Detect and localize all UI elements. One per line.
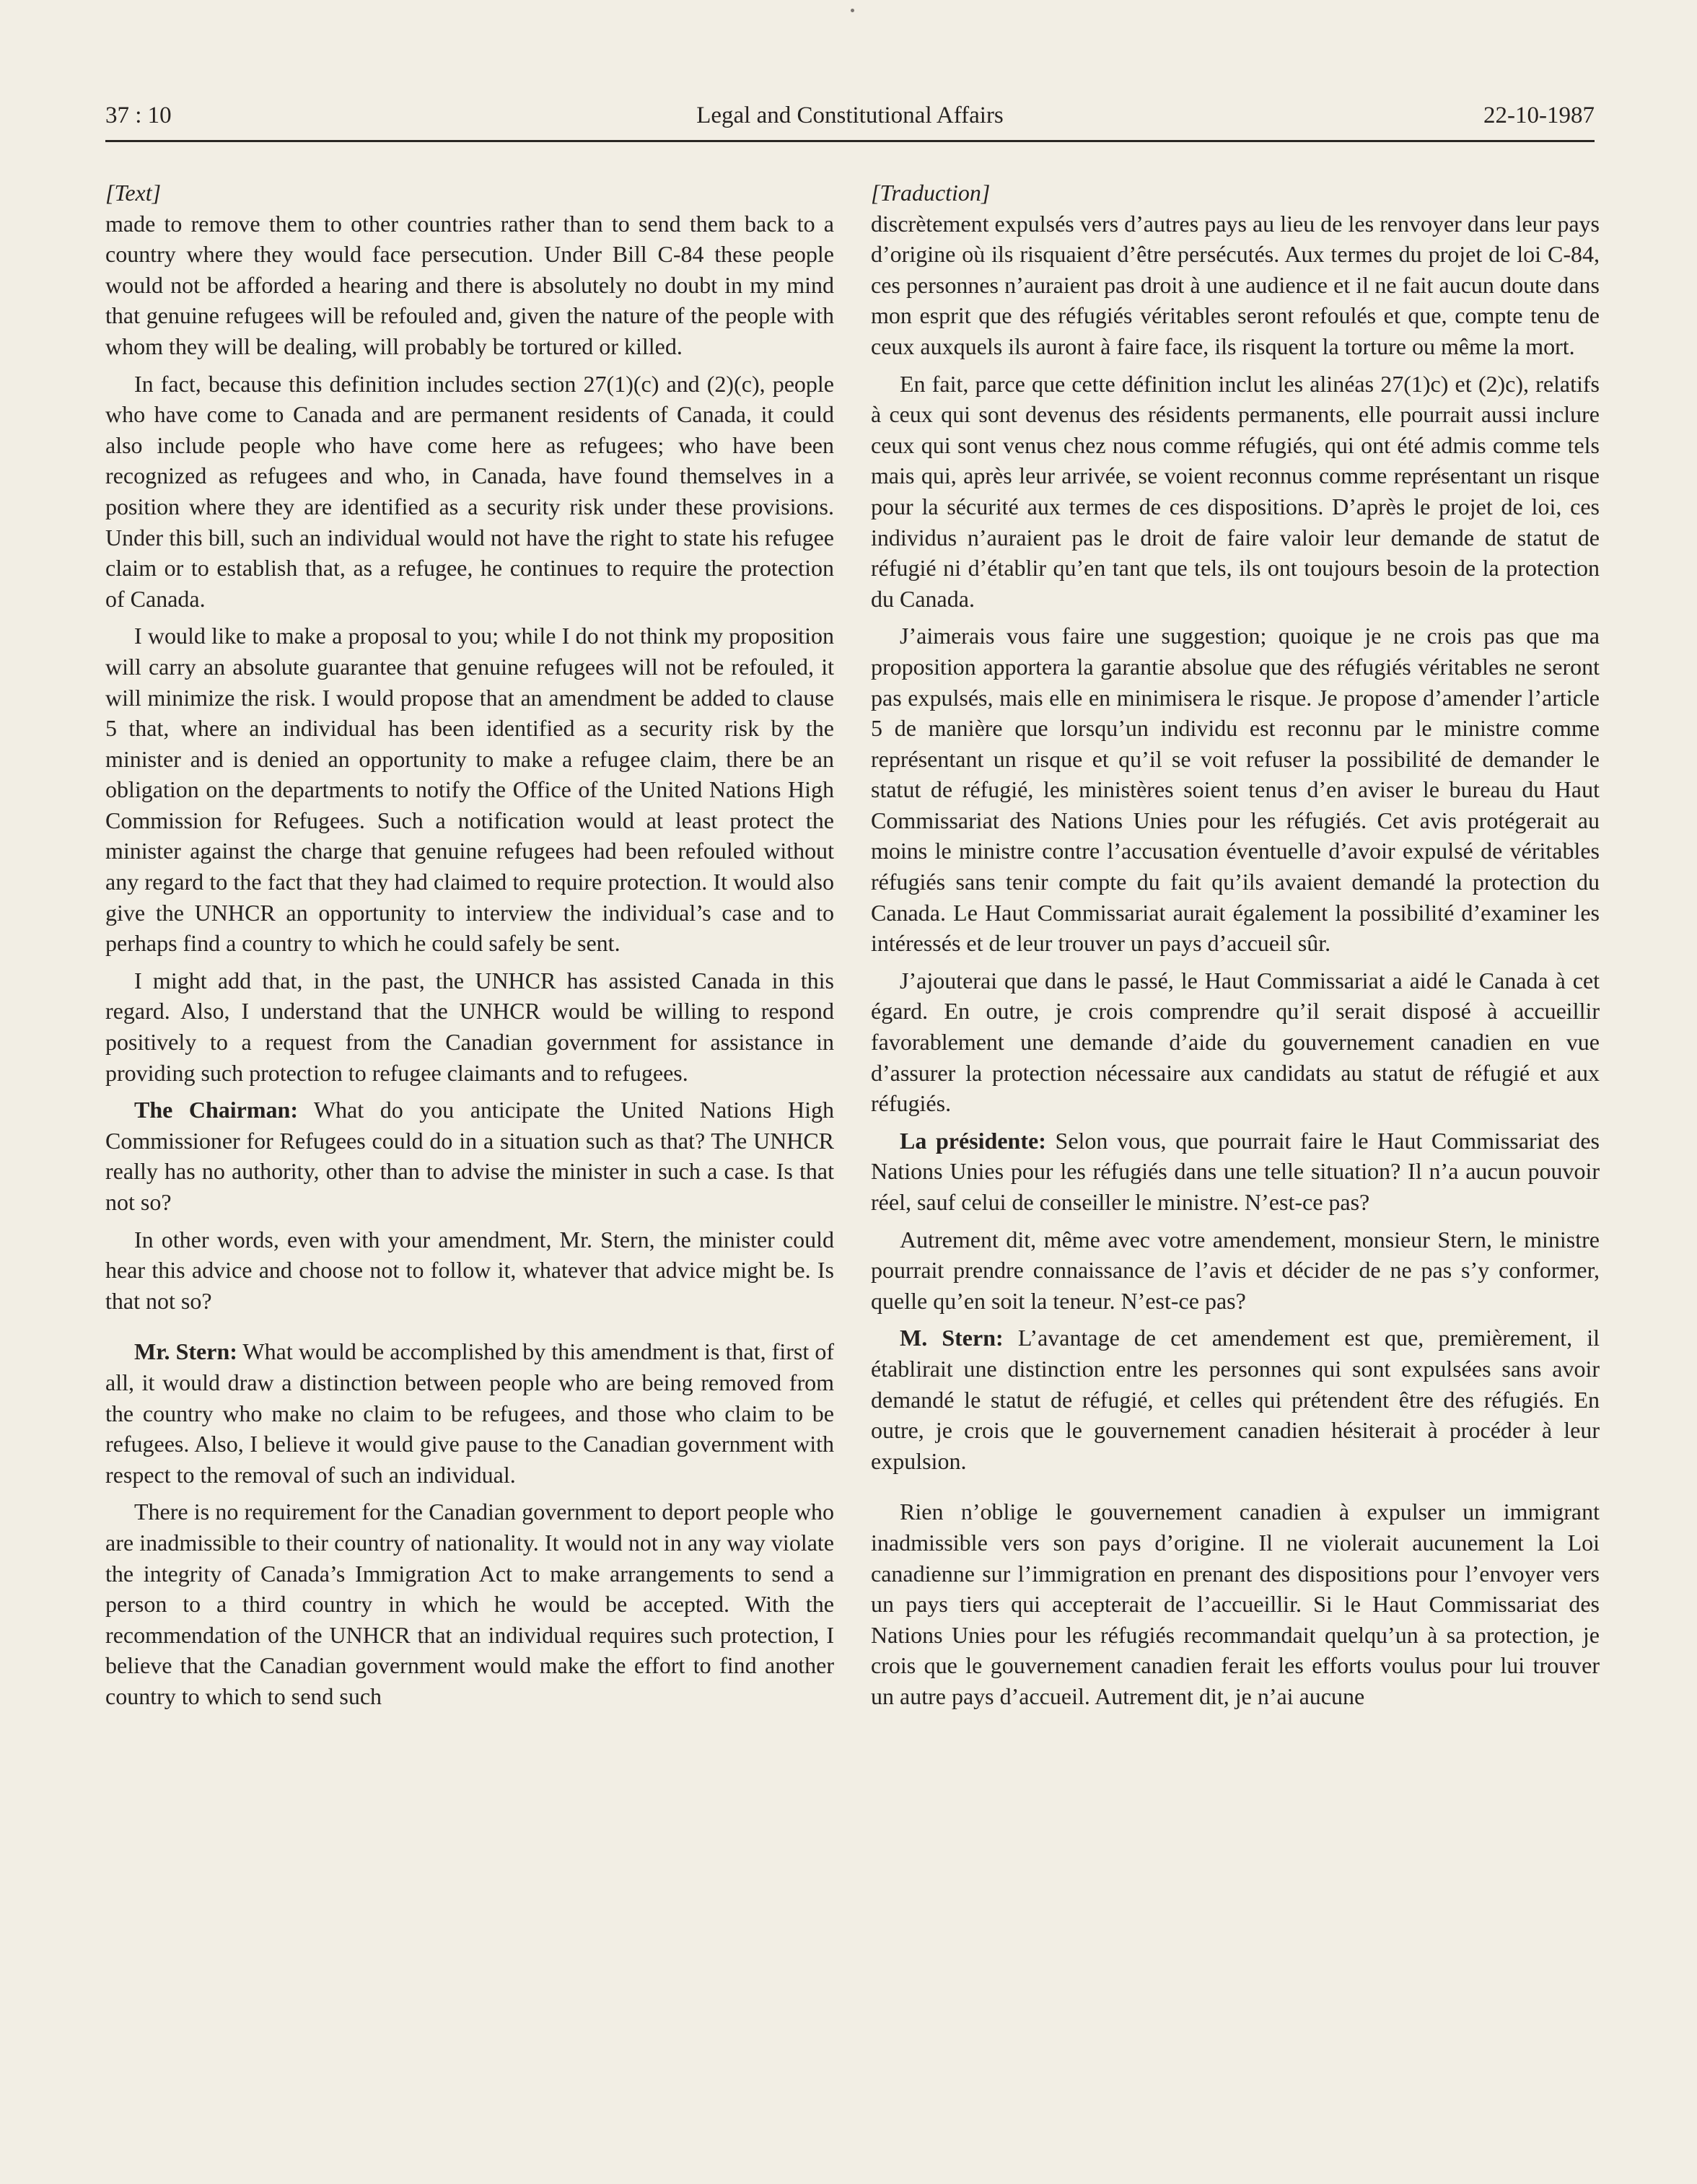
speech-text: Selon vous, que pourrait faire le Haut Commissariat des Nations Unies pour les réfugiés dans une telle situation? Il n’a aucun pouvoir réel, sauf celui de conseiller le ministre. N’est-ce pas? bbox=[871, 1127, 1600, 1215]
speaker-name: The Chairman: bbox=[134, 1097, 298, 1123]
header-date: 22-10-1987 bbox=[1483, 102, 1595, 128]
speech-text: What would be accomplished by this amendment is that, first of all, it would draw a distinction between people who are being removed from the country who make no claim to be refugees, and those who claim to be refugees. Also, I believe it would give pause to the Canadian government with respect to the removal of such an individual. bbox=[105, 1338, 834, 1488]
speaker-paragraph bbox=[871, 1323, 1600, 1476]
page-number: 37 : 10 bbox=[105, 102, 172, 128]
paragraph: Rien n’oblige le gouvernement canadien à expulser un immigrant inadmissible vers son pays d’origine. Il ne violerait aucunement la Loi canadienne sur l’immigration en prenant des dispositions pour l’envoyer vers un pays tiers qui accepterait de l’accueillir. Si le Haut Commissariat des Nations Unies pour les réfugiés recommandait quelqu’un à sa protection, je crois que le gouvernement canadien ferait les efforts voulus pour lui trouver un autre pays d’accueil. Autrement dit, je n’ai aucune bbox=[871, 1499, 1600, 1709]
paragraph: J’aimerais vous faire une suggestion; quoique je ne crois pas que ma proposition apportera la garantie absolue que des réfugiés véritables ne seront pas expulsés, mais elle en minimisera le risque. Je propose d’amender l’article 5 de manière que lorsqu’un individu est reconnu par le ministre comme représentant un risque et qu’il se voit refuser la possibilité de demander le statut de réfugié, les ministères soient tenus d’en aviser le bureau du Haut Commissariat des Nations Unies pour les réfugiés. Cet avis protégerait au moins le ministre contre l’accusation éventuelle d’avoir expulsé de véritables réfugiés sans tenir compte du fait qu’ils avaient demandé la protection du Canada. Le Haut Commissariat aurait également la possibilité d’examiner les intéressés et de leur trouver un pays d’accueil sûr. bbox=[871, 623, 1600, 957]
paragraph: J’ajouterai que dans le passé, le Haut Commissariat a aidé le Canada à cet égard. En outre, je crois comprendre qu’il serait disposé à accueillir favorablement une demande d’aide du gouvernement canadien en vue d’assurer la protection nécessaire aux candidats au statut de réfugié et aux réfugiés. bbox=[871, 967, 1600, 1117]
column-label-text: [Text] bbox=[105, 180, 162, 206]
paragraph: In fact, because this definition includes section 27(1)(c) and (2)(c), people who have come to Canada and are permanent residents of Canada, it could also include people who have come here as refugees; who have been recognized as refugees and who, in Canada, have found themselves in a position where they are identified as a security risk under these provisions. Under this bill, such an individual would not have the right to state his refugee claim or to establish that, as a refugee, he continues to require the protection of Canada. bbox=[105, 370, 834, 612]
scan-speck bbox=[851, 9, 854, 12]
paragraph: I would like to make a proposal to you; while I do not think my proposition will carry an absolute guarantee that genuine refugees will not be refouled, it will minimize the risk. I would propose that an amendment be added to clause 5 that, where an individual has been identified as a security risk by the minister and is denied an opportunity to make a refugee claim, there be an obligation on the departments to notify the Office of the United Nations High Commission for Refugees. Such a notification would at least protect the minister against the charge that genuine refugees had been refouled without any regard to the fact that they had claimed to require protection. It would also give the UNHCR an opportunity to interview the individual’s case and to perhaps find a country to which he could safely be sent. bbox=[105, 623, 834, 957]
paragraph: I might add that, in the past, the UNHCR has assisted Canada in this regard. Also, I understand that the UNHCR would be willing to respond positively to a request from the Canadian government for assistance in providing such protection to refugee claimants and to refugees. bbox=[105, 967, 834, 1086]
paragraph: There is no requirement for the Canadian government to deport people who are inadmissible to their country of nationality. It would not in any way violate the integrity of Canada’s Immigration Act to make arrangements to send a person to a third country in which he would be accepted. With the recommendation of the UNHCR that an individual requires such protection, I believe that the Canadian government would make the effort to find another country to which to send such bbox=[105, 1499, 834, 1709]
speaker-paragraph bbox=[105, 1095, 834, 1217]
speech-text: What do you anticipate the United Nations High Commissioner for Refugees could do in a situation such as that? The UNHCR really has no authority, other than to advise the minister in such a case. Is that not so? bbox=[105, 1097, 835, 1215]
french-column bbox=[871, 177, 1600, 1719]
running-title: Legal and Constitutional Affairs bbox=[696, 102, 1004, 128]
speaker-paragraph bbox=[871, 1126, 1600, 1218]
speech-text: L’avantage de cet amendement est que, premièrement, il établirait une distinction entre les personnes qui sont expulsées sans avoir demandé le statut de réfugié, et celles qui prétendent être des réfugiés. En outre, je crois que le gouvernement canadien hésiterait à procéder à leur expulsion. bbox=[871, 1325, 1600, 1474]
speaker-name: M. Stern: bbox=[900, 1325, 1004, 1351]
speaker-name: Mr. Stern: bbox=[134, 1338, 237, 1365]
paragraph: discrètement expulsés vers d’autres pays au lieu de les renvoyer dans leur pays d’origine où ils risquaient d’être persécutés. Aux termes du projet de loi C-84, ces personnes n’auraient pas droit à une audience et il ne fait aucun doute dans mon esprit que des réfugiés véritables seront refoulés et que, compte tenu de ceux auxquels ils auront à faire face, ils risquent la torture ou même la mort. bbox=[871, 210, 1600, 359]
paragraph: In other words, even with your amendment, Mr. Stern, the minister could hear this advice and choose not to follow it, whatever that advice might be. Is that not so? bbox=[105, 1226, 834, 1314]
paragraph: Autrement dit, même avec votre amendement, monsieur Stern, le ministre pourrait prendre connaissance de l’avis et décider de ne pas s’y conformer, quelle qu’en soit la teneur. N’est-ce pas? bbox=[871, 1226, 1600, 1314]
speaker-paragraph bbox=[105, 1336, 834, 1490]
paragraph: made to remove them to other countries rather than to send them back to a country where they would face persecution. Under Bill C-84 these people would not be afforded a hearing and there is absolutely no doubt in my mind that genuine refugees will be refouled and, given the nature of the people with whom they will be dealing, will probably be tortured or killed. bbox=[105, 210, 834, 359]
speaker-name: La présidente: bbox=[900, 1127, 1046, 1154]
column-label-traduction: [Traduction] bbox=[871, 180, 991, 206]
english-column bbox=[105, 177, 834, 1719]
page-header bbox=[105, 100, 1595, 142]
paragraph: En fait, parce que cette définition inclut les alinéas 27(1)c) et (2)c), relatifs à ceux qui sont devenus des résidents permanents, elle pourrait aussi inclure ceux qui sont venus chez nous comme réfugiés, qui ont été admis comme tels mais qui, après leur arrivée, se voient reconnus comme représentant un risque pour la sécurité aux termes de ces dispositions. D’après le projet de loi, ces individus n’auraient pas le droit de faire valoir leur demande de statut de réfugié ni d’établir qu’en tant que tels, ils ont toujours besoin de la protection du Canada. bbox=[871, 370, 1600, 612]
